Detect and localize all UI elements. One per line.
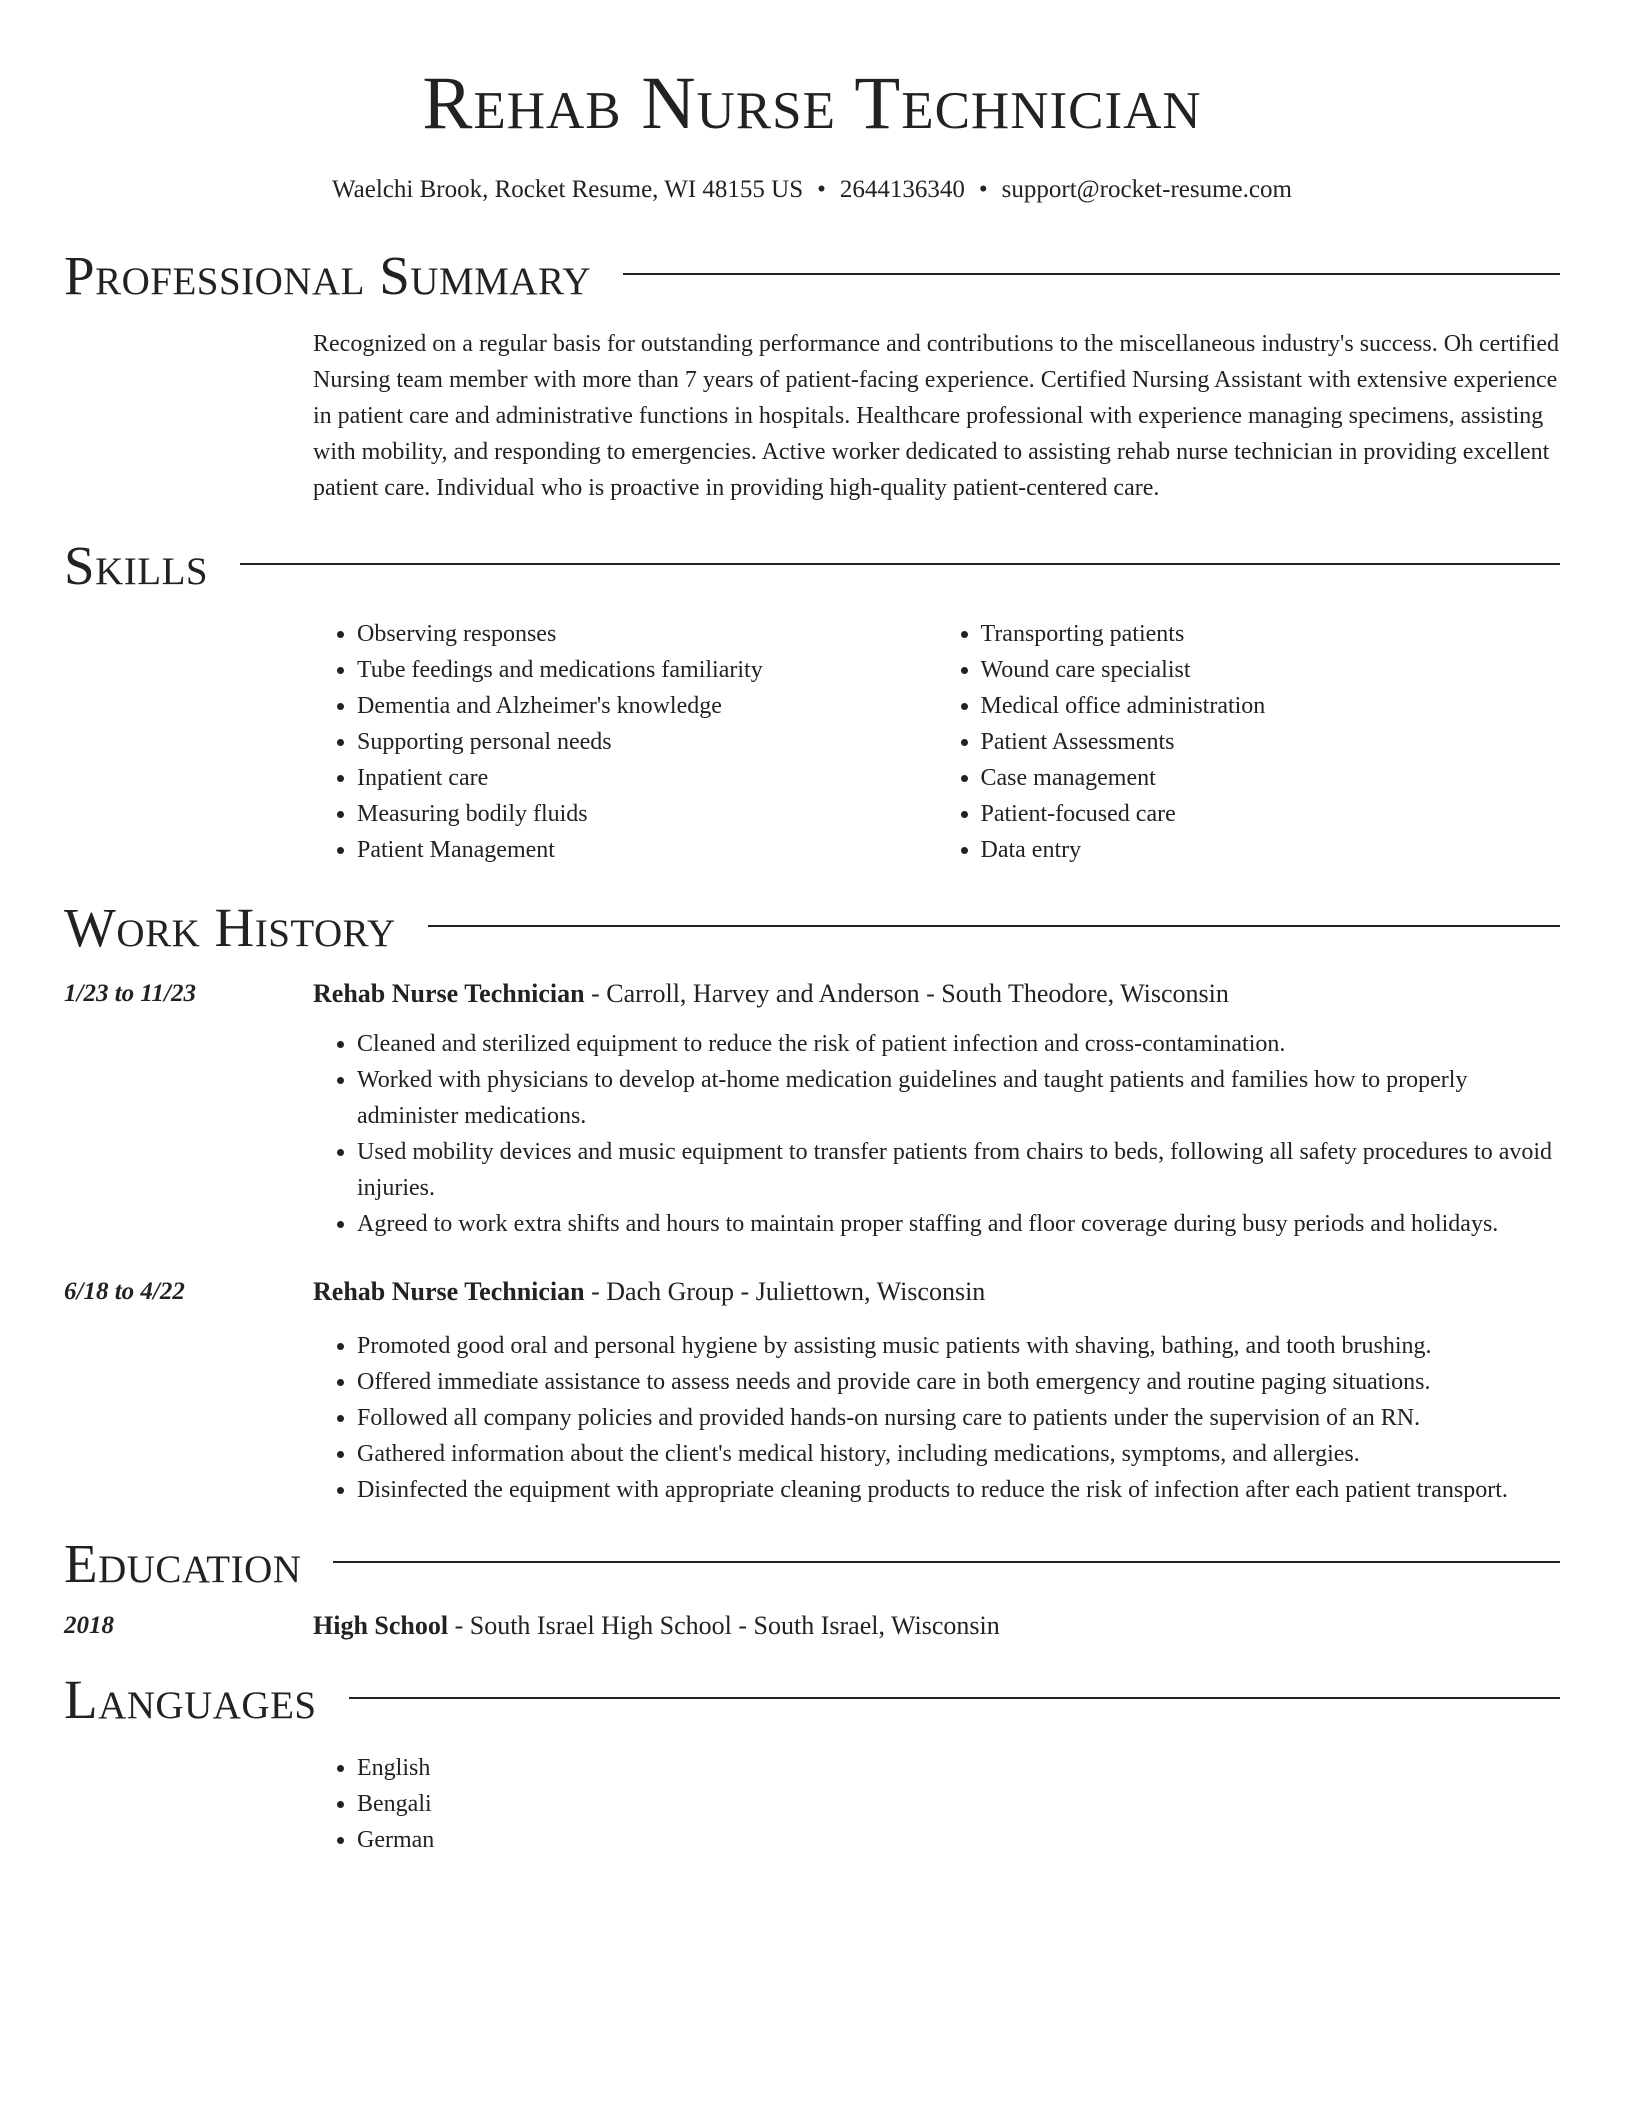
skill-item: • Dementia and Alzheimer's knowledge bbox=[357, 688, 937, 724]
job-details: - Carroll, Harvey and Anderson - South Theodore, Wisconsin bbox=[584, 979, 1229, 1008]
job-bullet: • Offered immediate assistance to assess needs and provide care in both emergency and routine paging situations. bbox=[357, 1364, 1560, 1400]
job-title: Rehab Nurse Technician bbox=[313, 1277, 585, 1306]
resume-page bbox=[64, 0, 1560, 1858]
skill-item: • Tube feedings and medications familiarity bbox=[357, 652, 937, 688]
job-dates: 6/18 to 4/22 bbox=[64, 1278, 185, 1305]
skills-section-header bbox=[64, 536, 1560, 596]
job-bullet: • Promoted good oral and personal hygiene by assisting music patients with shaving, bathing, and tooth brushing. bbox=[357, 1328, 1560, 1364]
contact-phone: 2644136340 bbox=[839, 176, 965, 203]
education-entry bbox=[64, 1608, 1560, 1644]
section-divider bbox=[428, 925, 1560, 927]
section-divider bbox=[240, 563, 1560, 565]
languages-list-container bbox=[313, 1750, 1560, 1858]
skills-heading: Skills bbox=[64, 535, 209, 596]
job-bullet: • Used mobility devices and music equipment to transfer patients from chairs to beds, following all safety procedures to avoid injuries. bbox=[357, 1134, 1560, 1206]
skill-item: • Transporting patients bbox=[981, 616, 1561, 652]
skill-item: • Supporting personal needs bbox=[357, 724, 937, 760]
education-heading: Education bbox=[64, 1533, 302, 1594]
skills-list-left bbox=[313, 616, 937, 868]
summary-text: Recognized on a regular basis for outstanding performance and contributions to the miscellaneous industry's success. Oh certified Nursing team member with more than 7 years of patient-facing experience. Certified Nursing Assistant with extensive experience in patient care and administrative functions in hospitals. Healthcare professional with experience managing specimens, assisting with mobility, and responding to emergencies. Active worker dedicated to assisting rehab nurse technician in providing excellent patient care. Individual who is proactive in providing high-quality patient-centered care. bbox=[313, 331, 1559, 501]
job-title: Rehab Nurse Technician bbox=[313, 979, 585, 1008]
skill-item: • Patient-focused care bbox=[981, 796, 1561, 832]
job-bullets-container bbox=[313, 1328, 1560, 1508]
job-bullet: • Agreed to work extra shifts and hours to maintain proper staffing and floor coverage during busy periods and holidays. bbox=[357, 1206, 1560, 1242]
skill-item: • Patient Management bbox=[357, 832, 937, 868]
contact-line bbox=[64, 174, 1560, 206]
summary-section-header bbox=[64, 246, 1560, 306]
job-bullet: • Followed all company policies and provided hands-on nursing care to patients under the supervision of an RN. bbox=[357, 1400, 1560, 1436]
job-bullet: • Disinfected the equipment with appropriate cleaning products to reduce the risk of infection after each patient transport. bbox=[357, 1472, 1560, 1508]
job-bullets bbox=[313, 1328, 1560, 1508]
languages-list bbox=[313, 1750, 1560, 1858]
contact-address: Waelchi Brook, Rocket Resume, WI 48155 US bbox=[332, 176, 804, 203]
contact-separator: • bbox=[817, 176, 826, 203]
job-bullet: • Cleaned and sterilized equipment to reduce the risk of patient infection and cross-contamination. bbox=[357, 1026, 1560, 1062]
skill-item: • Inpatient care bbox=[357, 760, 937, 796]
language-item: • German bbox=[357, 1822, 1560, 1858]
language-item: • Bengali bbox=[357, 1786, 1560, 1822]
job-entry-header bbox=[64, 1274, 1560, 1310]
contact-email: support@rocket-resume.com bbox=[1001, 176, 1292, 203]
education-degree: High School bbox=[313, 1611, 449, 1640]
job-bullet: • Gathered information about the client's medical history, including medications, symptoms, and allergies. bbox=[357, 1436, 1560, 1472]
language-item: • English bbox=[357, 1750, 1560, 1786]
skill-item: • Observing responses bbox=[357, 616, 937, 652]
resume-name: Rehab Nurse Technician bbox=[422, 62, 1202, 145]
job-details: - Dach Group - Juliettown, Wisconsin bbox=[584, 1277, 986, 1306]
skills-list-right bbox=[937, 616, 1561, 868]
languages-section-header bbox=[64, 1670, 1560, 1730]
job-entry-header bbox=[64, 976, 1560, 1012]
job-title-line bbox=[313, 976, 1229, 1012]
languages-heading: Languages bbox=[64, 1669, 317, 1730]
work-section-header bbox=[64, 898, 1560, 958]
job-bullets-container bbox=[313, 1026, 1560, 1242]
skill-item: • Medical office administration bbox=[981, 688, 1561, 724]
education-section-header bbox=[64, 1534, 1560, 1594]
section-divider bbox=[623, 273, 1560, 275]
skill-item: • Case management bbox=[981, 760, 1561, 796]
section-divider bbox=[333, 1561, 1560, 1563]
skills-grid bbox=[313, 616, 1560, 868]
summary-heading: Professional Summary bbox=[64, 245, 592, 306]
work-heading: Work History bbox=[64, 897, 396, 958]
education-year: 2018 bbox=[64, 1612, 114, 1639]
education-details: - South Israel High School - South Israel, Wisconsin bbox=[448, 1611, 1000, 1640]
skill-item: • Measuring bodily fluids bbox=[357, 796, 937, 832]
skill-item: • Wound care specialist bbox=[981, 652, 1561, 688]
job-bullets bbox=[313, 1026, 1560, 1242]
section-divider bbox=[349, 1697, 1560, 1699]
job-title-line bbox=[313, 1274, 985, 1310]
skill-item: • Data entry bbox=[981, 832, 1561, 868]
education-title-line bbox=[313, 1608, 1000, 1644]
skill-item: • Patient Assessments bbox=[981, 724, 1561, 760]
contact-separator: • bbox=[978, 176, 988, 203]
job-bullet: • Worked with physicians to develop at-home medication guidelines and taught patients and families how to properly administer medications. bbox=[357, 1062, 1560, 1134]
job-dates: 1/23 to 11/23 bbox=[64, 980, 196, 1007]
